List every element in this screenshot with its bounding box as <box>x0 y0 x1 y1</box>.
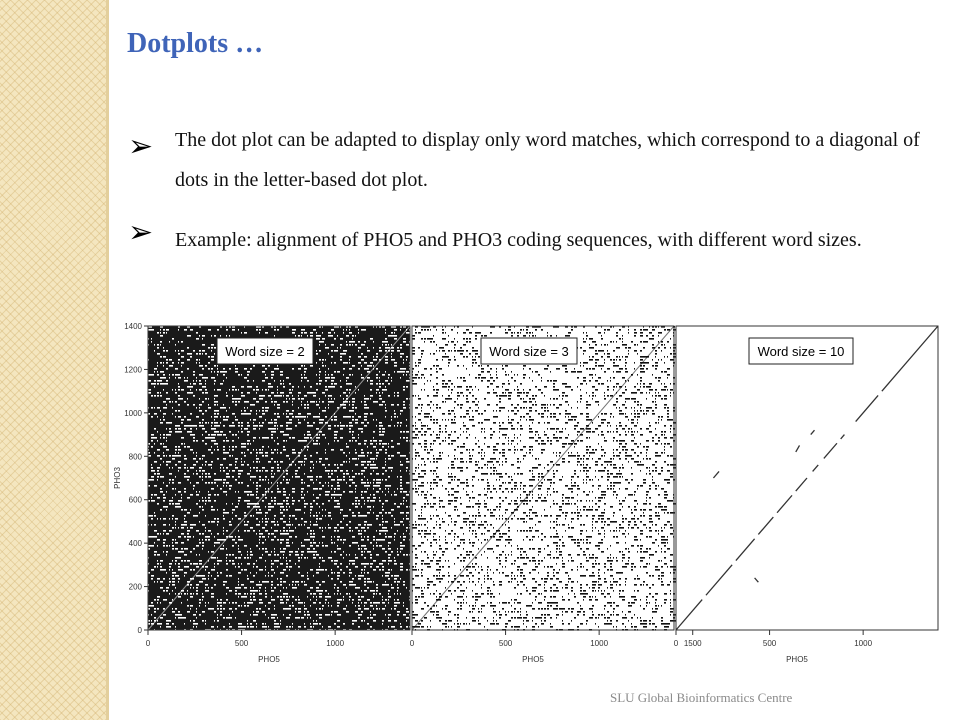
y-tick-label: 1400 <box>124 322 142 331</box>
x-tick-label: 500 <box>498 639 513 648</box>
x-axis-label: PHO5 <box>258 655 280 664</box>
bullet-text-2: Example: alignment of PHO5 and PHO3 coding sequences, with different word sizes. <box>175 229 862 251</box>
panel-title: Word size = 10 <box>757 344 845 359</box>
panel-title: Word size = 2 <box>225 344 305 359</box>
x-tick-label: 500 <box>762 639 777 648</box>
slide-title: Dotplots … <box>127 28 264 59</box>
footer-text: SLU Global Bioinformatics Centre <box>610 690 793 705</box>
x-axis-label: PHO5 <box>786 655 808 664</box>
x-tick-label: 500 <box>234 639 249 648</box>
x-tick-label: 0 <box>145 639 151 648</box>
x-tick-label: 1000 <box>854 639 873 648</box>
x-axis-label: PHO5 <box>522 655 544 664</box>
dotplot-figure <box>112 314 942 679</box>
decorative-side-band <box>0 0 106 720</box>
panel-title: Word size = 3 <box>489 344 569 359</box>
y-tick-label: 1000 <box>124 408 142 418</box>
dotplot-panel-3 <box>674 326 938 664</box>
x-tick-label: 1000 <box>326 639 345 648</box>
y-axis-label: PHO3 <box>113 467 122 489</box>
x-tick-label: 0 <box>409 639 415 648</box>
dotplot-panel-2 <box>410 326 702 664</box>
arrow-bullet-icon: ➢ <box>128 215 154 250</box>
y-tick-label: 200 <box>128 582 142 592</box>
arrow-bullet-icon: ➢ <box>128 129 154 164</box>
y-tick-label: 600 <box>128 495 142 505</box>
x-tick-label: 1500 <box>683 639 702 648</box>
dotplot-panel-1 <box>113 322 412 664</box>
y-tick-label: 400 <box>128 539 142 549</box>
dotplot-panels <box>112 314 942 674</box>
bullet-text-1: The dot plot can be adapted to display only word matches, which correspond to a diagonal of dots in the letter-based dot plot. <box>175 129 920 191</box>
y-tick-label: 0 <box>137 626 142 635</box>
side-band-edge <box>106 0 109 720</box>
x-tick-label: 1000 <box>590 639 609 648</box>
y-tick-label: 1200 <box>124 365 142 375</box>
x-tick-label: 0 <box>673 639 679 648</box>
y-tick-label: 800 <box>128 452 142 462</box>
